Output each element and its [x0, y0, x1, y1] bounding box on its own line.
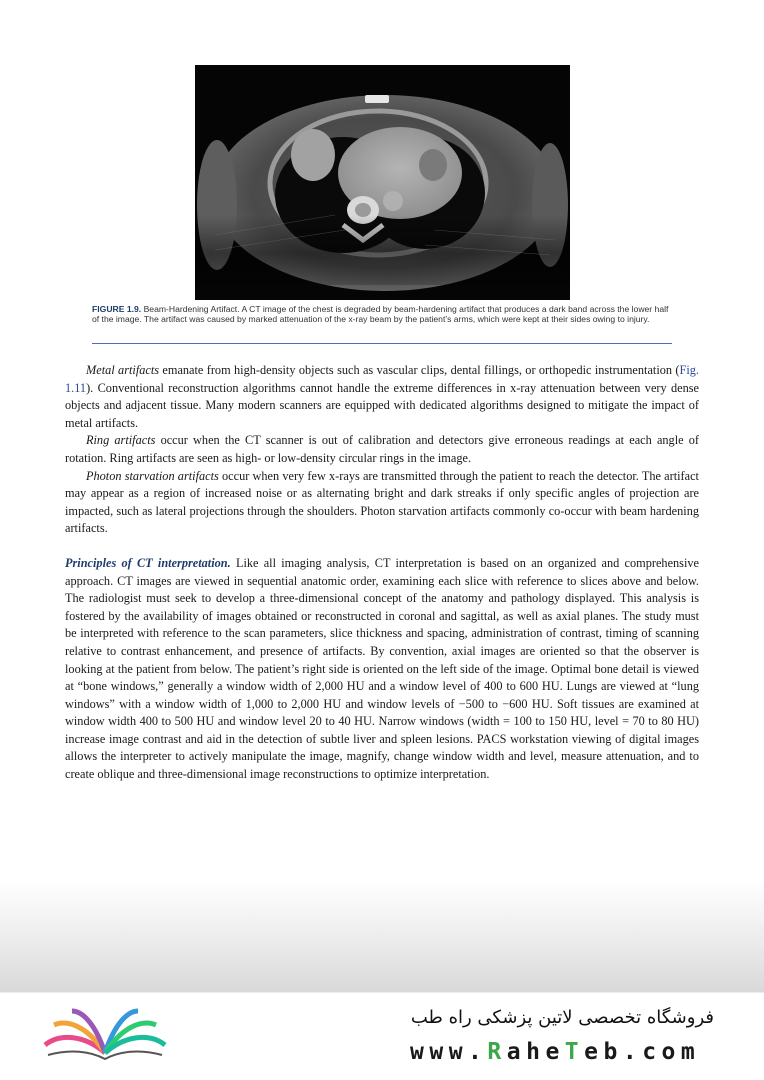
paragraph-metal-artifacts — [65, 362, 699, 432]
figure-reference-link[interactable]: Fig. 1.11 — [65, 363, 699, 395]
figure-caption-label: FIGURE 1.9. — [92, 304, 142, 314]
store-url[interactable] — [410, 1039, 700, 1065]
url-part: ahe — [506, 1039, 565, 1065]
paragraph-text: ). Conventional reconstruction algorithms cannot handle the extreme differences in x-ray attenuation between very dense objects and adjacent tissue. Many modern scanners are equipped with dedicated algorithms designed to mitigate the impact of metal artifacts. — [65, 380, 699, 430]
open-book-logo-icon — [40, 1005, 170, 1063]
paragraph-text: occur when very few x-rays are transmitted through the patient to reach the detector. The artifact may appear as a region of increased noise or as alternating bright and dark streaks if only specific angles of projection are impacted, such as lateral projections through the shoulders. Photon starvation artifacts commonly co-occur with beam hardening artifacts. — [65, 468, 699, 536]
body-text — [65, 362, 699, 784]
footer-banner — [0, 993, 764, 1080]
figure-caption-text: Beam-Hardening Artifact. A CT image of the chest is degraded by beam-hardening artifact that produces a dark band across the lower half of the image. The artifact was caused by marked attenuation of the x-ray beam by the patient’s arms, which were kept at their sides owing to injury. — [92, 304, 669, 325]
term-metal-artifacts: Metal artifacts — [86, 363, 160, 377]
url-part-accent: R — [487, 1039, 507, 1065]
figure-caption — [92, 304, 672, 324]
url-part: www. — [410, 1039, 488, 1065]
paragraph-ct-interpretation — [65, 555, 699, 784]
url-part-accent: T — [564, 1039, 585, 1065]
paragraph-photon-starvation — [65, 468, 699, 538]
paragraph-text: Like all imaging analysis, CT interpretation is based on an organized and comprehensive approach. CT images are viewed in sequential anatomic order, examining each slice with reference to slices above and below. The radiologist must seek to develop a three-dimensional concept of the anatomy and pathology displayed. This analysis is fostered by the availability of images obtained or reconstructed in coronal and sagittal, as well as axial planes. The study must be interpreted with reference to the scan parameters, slice thickness and spacing, administration of contrast, timing of scanning relative to contrast enhancement, and presence of artifacts. By convention, axial images are oriented so that the observer is looking at the patient from below. The patient’s right side is oriented on the left side of the image. Optimal bone detail is viewed at “bone windows,” generally a window width of 2,000 HU and a window level of 400 to 600 HU. Lungs are viewed at “lung windows” with a window width of 1,000 to 2,000 HU and window levels of −500 to −600 HU. Soft tissues are examined at window width 400 to 500 HU and window level 20 to 40 HU. Narrow windows (width = 100 to 150 HU, level = 70 to 80 HU) increase image contrast and aid in the detection of subtle liver and spleen lesions. PACS workstation viewing of digital images allows the interpreter to actively manipulate the image, magnify, change window width and level, measure attenuation, and to create oblique and three-dimensional image reconstructions to optimize interpretation. — [65, 555, 699, 782]
term-ring-artifacts: Ring artifacts — [86, 433, 156, 448]
caption-divider — [92, 343, 672, 344]
ct-chest-image — [195, 65, 570, 300]
paragraph-text: occur when the CT scanner is out of calibration and detectors give erroneous readings at each angle of rotation. Ring artifacts are seen as high- or low-density circular rings in the image. — [65, 433, 699, 465]
section-heading: Principles of CT interpretation. — [65, 555, 231, 570]
url-part: eb.com — [584, 1039, 701, 1065]
term-photon-starvation: Photon starvation artifacts — [86, 468, 219, 483]
store-name: فروشگاه تخصصی لاتین پزشکی راه طب — [410, 1007, 714, 1028]
paragraph-text: emanate from high-density objects such as vascular clips, dental fillings, or orthopedic instrumentation ( — [159, 363, 680, 377]
paragraph-ring-artifacts — [65, 432, 699, 467]
